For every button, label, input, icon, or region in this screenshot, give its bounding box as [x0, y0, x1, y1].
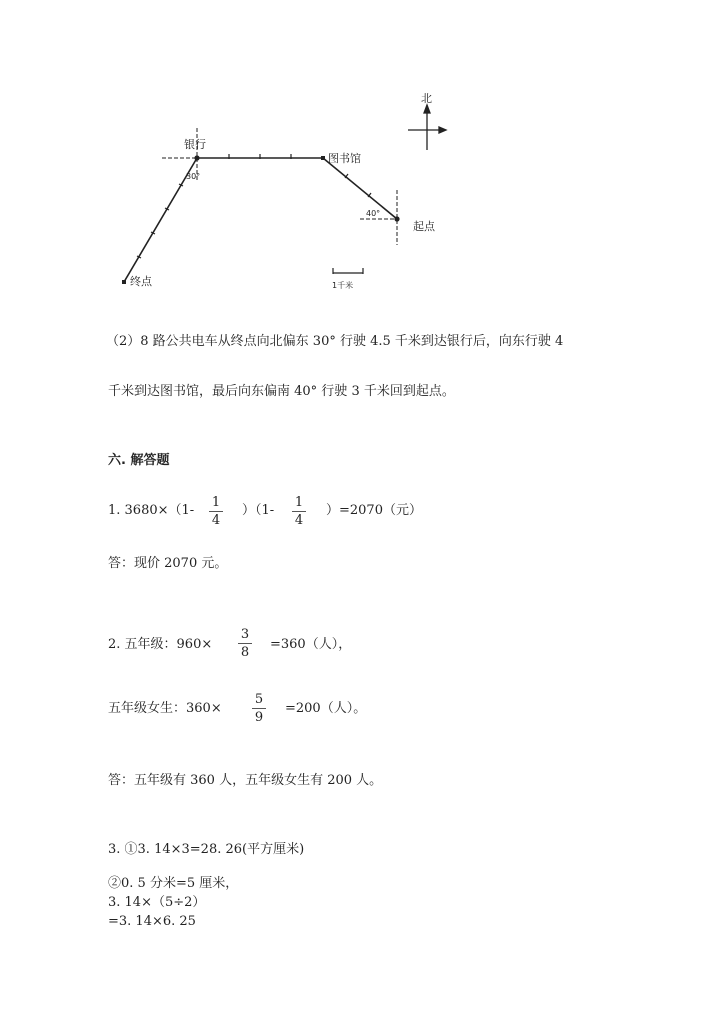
- q1-part-b: ）（1-: [242, 503, 275, 518]
- q2-frac1-den: 8: [240, 645, 250, 660]
- route-text-line2: 千米到达图书馆，最后向东偏南 40° 行驶 3 千米回到起点。: [108, 384, 455, 399]
- q2-line2-a: 五年级女生：360×: [108, 701, 222, 716]
- q2-fraction-2: [252, 692, 266, 725]
- q1-fraction-2: [292, 495, 306, 528]
- q2-frac2-den: 9: [254, 710, 264, 725]
- library-label: 图书馆: [328, 152, 361, 165]
- q1-frac1-den: 4: [211, 513, 221, 528]
- bank-label: 银行: [184, 138, 206, 151]
- route-text-line1: （2）8 路公共电车从终点向北偏东 30° 行驶 4.5 千米到达银行后，向东行驶 4: [106, 334, 564, 349]
- q1-fraction-1: [209, 495, 223, 528]
- q1-frac2-num: 1: [294, 495, 304, 510]
- start-label: 起点: [413, 220, 435, 233]
- q3-line1: 3. ①3. 14×3=28. 26(平方厘米): [108, 842, 305, 857]
- q1-part-a: 1. 3680×（1-: [108, 503, 195, 518]
- bank-point: [194, 155, 199, 160]
- q1-frac2-den: 4: [294, 513, 304, 528]
- q2-frac2-num: 5: [254, 692, 264, 707]
- start-angle-label: 40°: [366, 209, 381, 218]
- q2-line1-a: 2. 五年级：960×: [108, 637, 213, 652]
- q2-fraction-1: [238, 627, 252, 660]
- scale-label: 1千米: [332, 281, 354, 290]
- q1-frac1-num: 1: [211, 495, 221, 510]
- north-compass-icon: [408, 105, 446, 150]
- q2-frac1-num: 3: [240, 627, 250, 642]
- end-point: [122, 280, 126, 284]
- q2-line1-b: =360（人），: [270, 637, 352, 652]
- q2-line2-b: =200（人）。: [285, 701, 367, 716]
- bank-angle-label: 30°: [186, 172, 201, 181]
- route-path: [124, 158, 397, 282]
- q1-answer: 答：现价 2070 元。: [108, 556, 228, 571]
- q3-line3: 3. 14×（5÷2）: [108, 895, 206, 910]
- end-label: 终点: [130, 275, 152, 288]
- q3-line4: =3. 14×6. 25: [108, 914, 196, 929]
- library-point: [321, 156, 325, 160]
- north-label: 北: [421, 92, 432, 105]
- q1-part-c: ）=2070（元）: [326, 503, 422, 518]
- q3-line2: ②0. 5 分米=5 厘米，: [108, 876, 239, 891]
- scale-bar: [333, 268, 363, 274]
- section-title: 六. 解答题: [108, 453, 170, 468]
- q2-answer: 答：五年级有 360 人，五年级女生有 200 人。: [108, 773, 383, 788]
- start-point: [394, 216, 399, 221]
